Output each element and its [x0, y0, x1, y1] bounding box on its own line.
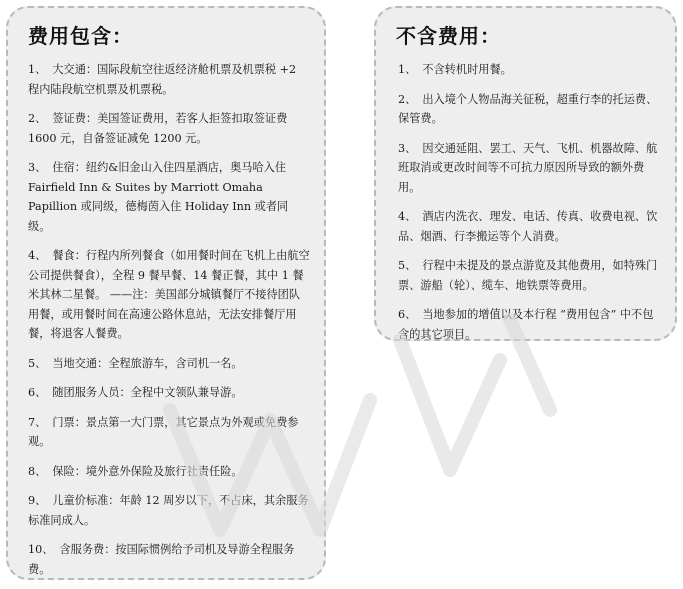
list-item: 9、 儿童价标准：年龄 12 周岁以下，不占床，其余服务标准同成人。	[28, 494, 309, 527]
list-item: 6、 随团服务人员：全程中文领队兼导游。	[28, 386, 243, 399]
list-item: 3、 住宿：纽约&旧金山入住四星酒店，奥马哈入住 Fairfield Inn & Suites by Marriott Omaha Papillion 或同级，德梅茵入住 Holiday Inn 或者同级。	[28, 161, 289, 233]
list-item: 10、 含服务费：按国际惯例给予司机及导游全程服务费。	[28, 543, 295, 576]
fees-excluded-title: 不含费用：	[396, 24, 501, 48]
list-item: 5、 行程中未提及的景点游览及其他费用，如特殊门票、游船（轮）、缆车、地铁票等费用。	[398, 259, 658, 292]
fees-excluded-card	[374, 6, 677, 341]
list-item: 4、 酒店内洗衣、理发、电话、传真、收费电视、饮品、烟酒、行李搬运等个人消费。	[398, 210, 658, 243]
list-item: 1、 不含转机时用餐。	[398, 63, 512, 76]
list-item: 8、 保险：境外意外保险及旅行社责任险。	[28, 464, 243, 478]
list-item: 4、 餐食：行程内所列餐食（如用餐时间在飞机上由航空公司提供餐食），全程 9 餐早餐、14 餐正餐，其中 1 餐米其林二星餐。 ——注：美国部分城镇餐厅不接待团队用餐，或用餐时间在高速公路休息站，无法安排餐厅用餐，将退客人餐费。	[28, 249, 310, 340]
fees-included-card	[6, 6, 326, 580]
fees-excluded-list	[398, 60, 661, 354]
list-item: 3、 因交通延阻、罢工、天气、飞机、机器故障、航班取消或更改时间等不可抗力原因所导致的额外费用。	[398, 141, 658, 194]
list-item: 1、 大交通：国际段航空往返经济舱机票及机票税 +2 程内陆段航空机票及机票税。	[28, 63, 297, 96]
list-item: 5、 当地交通：全程旅游车，含司机一名。	[28, 356, 243, 370]
fees-included-title: 费用包含：	[28, 24, 133, 48]
list-item: 6、 当地参加的增值以及本行程 “费用包含” 中不包含的其它项目。	[398, 308, 654, 341]
list-item: 7、 门票：景点第一大门票，其它景点为外观或免费参观。	[28, 415, 299, 448]
list-item: 2、 出入境个人物品海关征税，超重行李的托运费、保管费。	[398, 92, 658, 125]
list-item: 2、 签证费：美国签证费用，若客人拒签扣取签证费 1600 元，自备签证减免 1200 元。	[28, 112, 288, 145]
fees-included-list	[28, 60, 310, 589]
